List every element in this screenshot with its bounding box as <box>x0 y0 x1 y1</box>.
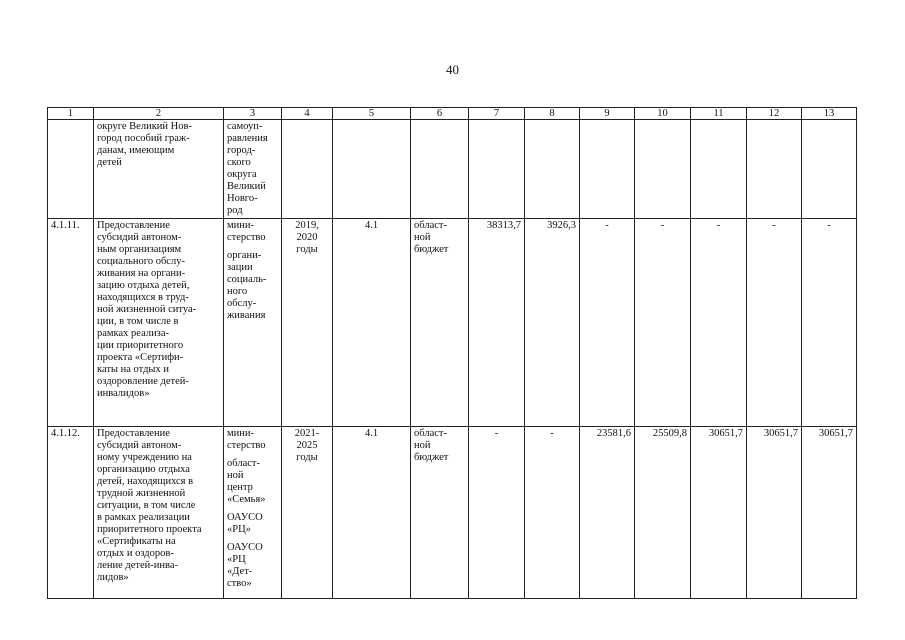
target-index <box>333 120 411 219</box>
value-cell: 3926,3 <box>525 219 580 427</box>
col-header: 9 <box>580 108 635 120</box>
value-cell: 30651,7 <box>691 427 747 599</box>
value-cell <box>747 120 802 219</box>
period: 2019, 2020 годы <box>282 219 333 427</box>
funding-source: област- ной бюджет <box>411 427 469 599</box>
executor: мини- стерство <box>227 428 266 451</box>
value-cell <box>635 120 691 219</box>
col-header: 10 <box>635 108 691 120</box>
table-row <box>48 219 857 427</box>
col-header: 13 <box>802 108 857 120</box>
col-header: 11 <box>691 108 747 120</box>
value-cell: 38313,7 <box>469 219 525 427</box>
col-header: 7 <box>469 108 525 120</box>
value-cell <box>580 120 635 219</box>
col-header: 2 <box>94 108 224 120</box>
col-header: 1 <box>48 108 94 120</box>
value-cell <box>691 120 747 219</box>
value-cell: 25509,8 <box>635 427 691 599</box>
value-cell: - <box>747 219 802 427</box>
page-number: 40 <box>446 62 459 77</box>
executor: ОАУСО «РЦ «Дет- ство» <box>227 542 263 589</box>
value-cell: 23581,6 <box>580 427 635 599</box>
col-header: 4 <box>282 108 333 120</box>
col-header: 5 <box>333 108 411 120</box>
table-row <box>48 120 857 219</box>
period: 2021- 2025 годы <box>282 427 333 599</box>
value-cell: - <box>635 219 691 427</box>
executor: мини- стерство <box>227 220 266 243</box>
column-number-row <box>48 108 857 120</box>
value-cell: - <box>691 219 747 427</box>
executor: ОАУСО «РЦ» <box>227 512 263 535</box>
activity-name: округе Великий Нов- город пособий граж- данам, имеющим детей <box>94 120 224 219</box>
funding-source <box>411 120 469 219</box>
col-header: 6 <box>411 108 469 120</box>
activity-name: Предоставление субсидий автоном- ным организациям социального обслу- живания на органи- зацию отдыха детей, находящихся в труд- ной жизненной ситуа- ции, в том числе в рамках реализа- ции приоритетного проекта «Сертифи- каты на отдых и оздоровление детей- инвалидов» <box>94 219 224 427</box>
executor-cell <box>224 219 282 427</box>
col-header: 3 <box>224 108 282 120</box>
executor: област- ной центр «Семья» <box>227 458 266 505</box>
value-cell: - <box>469 427 525 599</box>
col-header: 8 <box>525 108 580 120</box>
value-cell: - <box>802 219 857 427</box>
executor: самоуп- равления город- ского округа Великий Новго- род <box>227 121 268 216</box>
executor: органи- зации социаль- ного обслу- живания <box>227 250 267 321</box>
value-cell: - <box>525 427 580 599</box>
row-number <box>48 120 94 219</box>
executor-cell <box>224 427 282 599</box>
activity-name: Предоставление субсидий автоном- ному учреждению на организацию отдыха детей, находящихся в трудной жизненной ситуации, в том числе в рамках реализации приоритетного проекта «Сертификаты на отдых и оздоров- ление детей-инва- лидов» <box>94 427 224 599</box>
row-number: 4.1.12. <box>48 427 94 599</box>
row-number: 4.1.11. <box>48 219 94 427</box>
value-cell: 30651,7 <box>802 427 857 599</box>
funding-source: област- ной бюджет <box>411 219 469 427</box>
target-index: 4.1 <box>333 219 411 427</box>
table-row <box>48 427 857 599</box>
program-table <box>47 107 857 599</box>
col-header: 12 <box>747 108 802 120</box>
value-cell <box>525 120 580 219</box>
period <box>282 120 333 219</box>
value-cell: 30651,7 <box>747 427 802 599</box>
executor-cell <box>224 120 282 219</box>
value-cell <box>802 120 857 219</box>
value-cell: - <box>580 219 635 427</box>
value-cell <box>469 120 525 219</box>
target-index: 4.1 <box>333 427 411 599</box>
